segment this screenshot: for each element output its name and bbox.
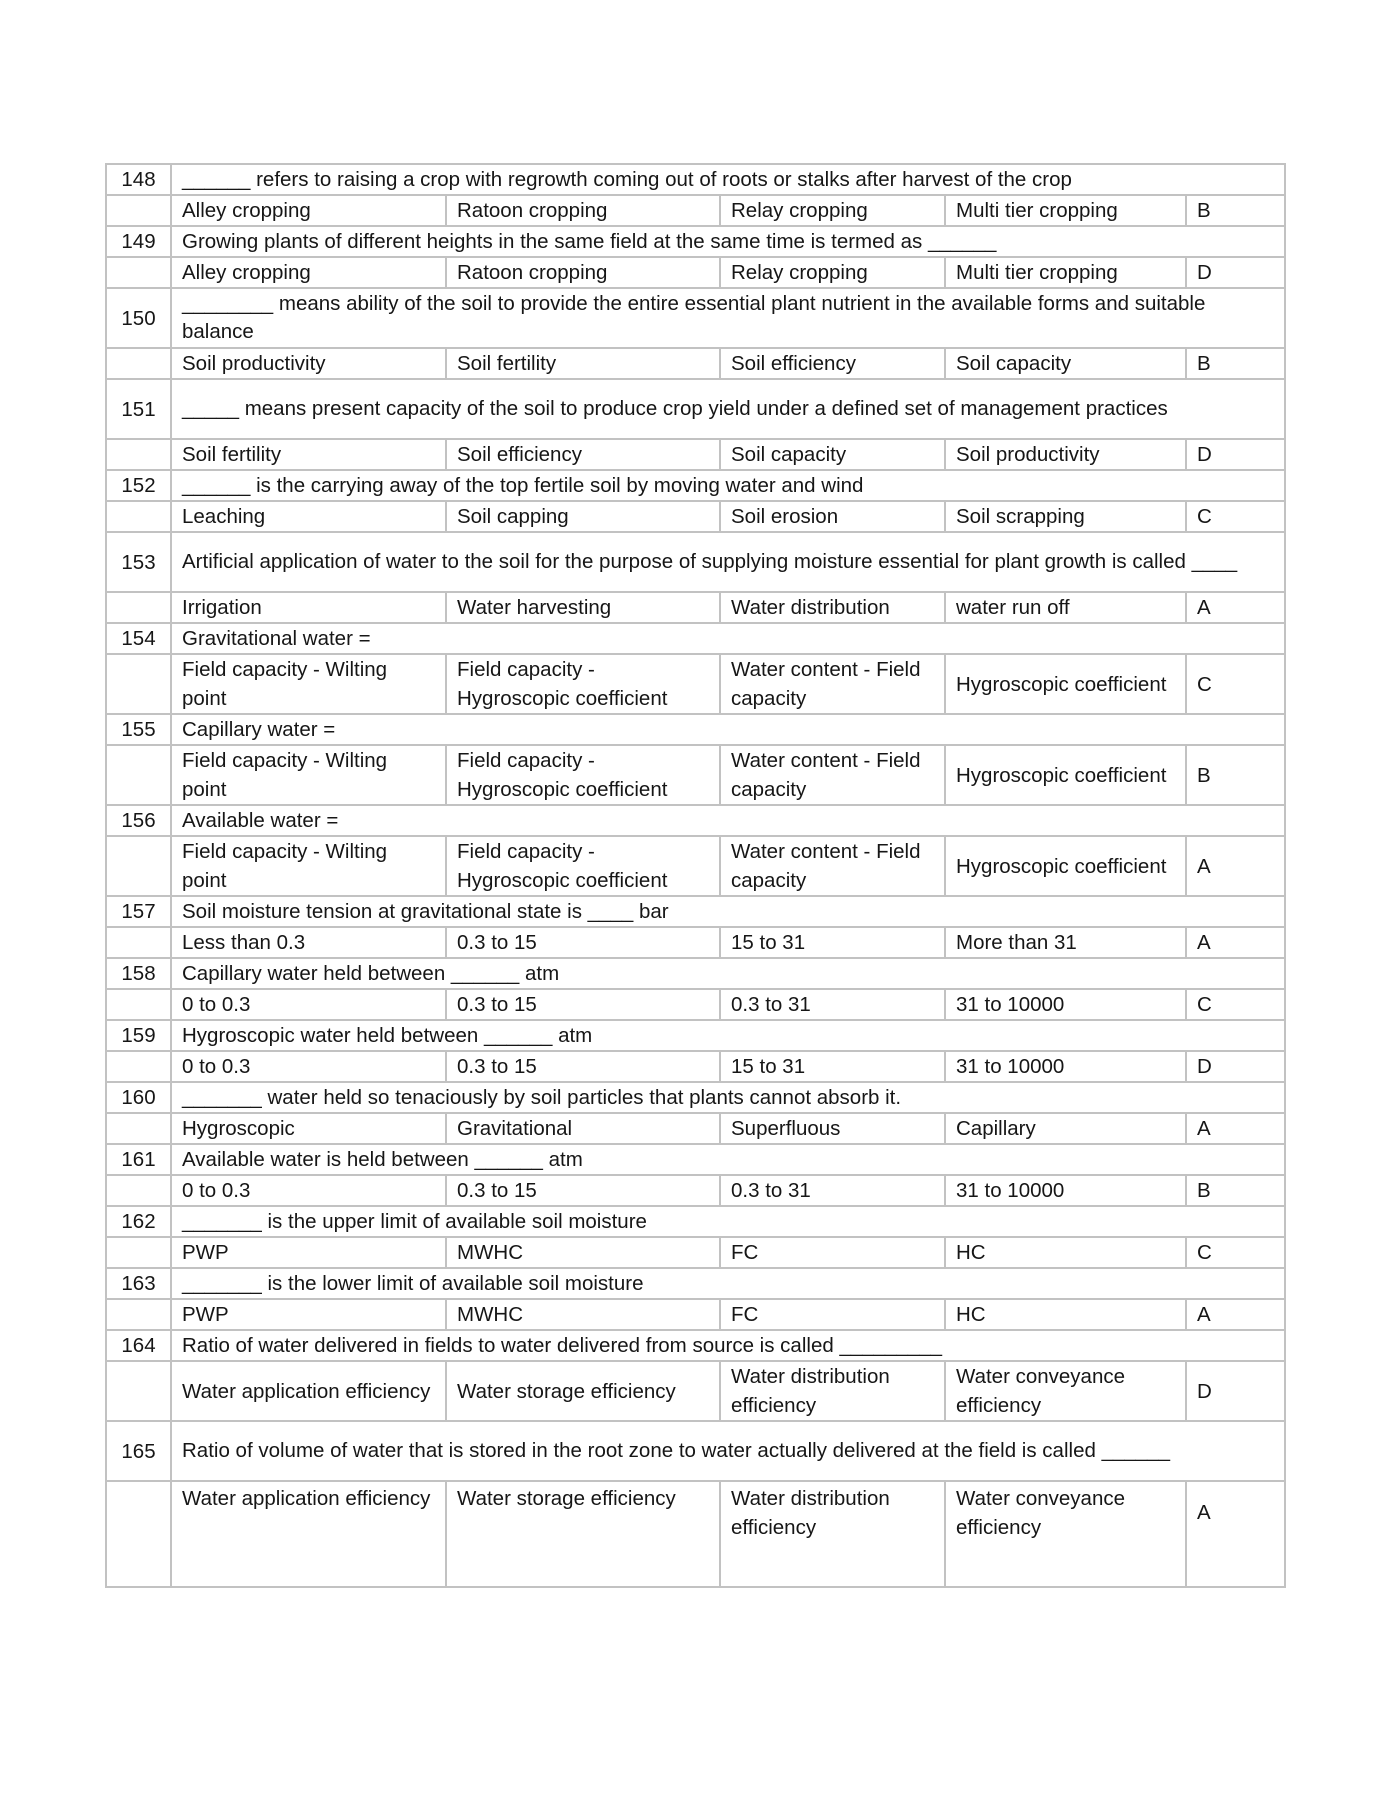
options-row [106,1481,1285,1587]
question-text: _______ is the upper limit of available soil moisture [171,1206,1285,1237]
option-a: Field capacity - Wilting point [171,836,446,896]
options-row [106,654,1285,714]
question-row [106,1206,1285,1237]
answer-key: B [1186,1175,1285,1206]
option-c: Water distribution efficiency [720,1481,945,1587]
option-d: Hygroscopic coefficient [945,745,1186,805]
option-b: 0.3 to 15 [446,1051,720,1082]
empty-number-cell [106,439,171,470]
answer-key: A [1186,927,1285,958]
option-d: Soil capacity [945,348,1186,379]
answer-key: D [1186,257,1285,288]
empty-number-cell [106,1113,171,1144]
options-row [106,348,1285,379]
question-row [106,164,1285,195]
question-number: 151 [106,379,171,439]
option-a: Water application efficiency [171,1481,446,1587]
option-a: Leaching [171,501,446,532]
question-text: Ratio of volume of water that is stored in the root zone to water actually delivered at the field is called ______ [171,1421,1285,1481]
option-c: 0.3 to 31 [720,1175,945,1206]
option-b: Soil fertility [446,348,720,379]
answer-key: A [1186,836,1285,896]
option-d: water run off [945,592,1186,623]
option-d: More than 31 [945,927,1186,958]
question-row [106,1144,1285,1175]
option-c: Soil capacity [720,439,945,470]
option-a: Field capacity - Wilting point [171,745,446,805]
empty-number-cell [106,1361,171,1421]
answer-key: C [1186,501,1285,532]
option-b: MWHC [446,1299,720,1330]
question-text: Soil moisture tension at gravitational state is ____ bar [171,896,1285,927]
question-row [106,288,1285,348]
question-text: Capillary water held between ______ atm [171,958,1285,989]
question-row [106,1020,1285,1051]
option-c: Soil efficiency [720,348,945,379]
answer-key: A [1186,1481,1285,1587]
question-number: 154 [106,623,171,654]
options-row [106,836,1285,896]
answer-key: A [1186,1299,1285,1330]
question-text: Capillary water = [171,714,1285,745]
question-text: ______ is the carrying away of the top fertile soil by moving water and wind [171,470,1285,501]
question-text: _______ water held so tenaciously by soil particles that plants cannot absorb it. [171,1082,1285,1113]
answer-key: C [1186,1237,1285,1268]
empty-number-cell [106,195,171,226]
options-row [106,1237,1285,1268]
option-c: FC [720,1299,945,1330]
option-c: Water content - Field capacity [720,836,945,896]
option-d: 31 to 10000 [945,1175,1186,1206]
question-text: ______ refers to raising a crop with regrowth coming out of roots or stalks after harvest of the crop [171,164,1285,195]
question-text: Available water is held between ______ atm [171,1144,1285,1175]
question-number: 159 [106,1020,171,1051]
question-row [106,714,1285,745]
answer-key: C [1186,989,1285,1020]
option-c: 15 to 31 [720,927,945,958]
question-text: Growing plants of different heights in the same field at the same time is termed as ______ [171,226,1285,257]
options-row [106,195,1285,226]
empty-number-cell [106,654,171,714]
option-a: Less than 0.3 [171,927,446,958]
options-row [106,1175,1285,1206]
question-number: 162 [106,1206,171,1237]
question-number: 158 [106,958,171,989]
question-number: 163 [106,1268,171,1299]
mcq-table [105,163,1286,1588]
question-number: 155 [106,714,171,745]
answer-key: D [1186,1051,1285,1082]
option-b: Gravitational [446,1113,720,1144]
question-row [106,805,1285,836]
question-text: Available water = [171,805,1285,836]
question-number: 153 [106,532,171,592]
question-row [106,1330,1285,1361]
empty-number-cell [106,592,171,623]
option-d: Soil scrapping [945,501,1186,532]
option-d: HC [945,1237,1186,1268]
empty-number-cell [106,1051,171,1082]
option-d: Multi tier cropping [945,257,1186,288]
option-b: Water storage efficiency [446,1481,720,1587]
option-a: PWP [171,1299,446,1330]
question-text: _______ is the lower limit of available soil moisture [171,1268,1285,1299]
option-b: Ratoon cropping [446,195,720,226]
options-row [106,501,1285,532]
empty-number-cell [106,257,171,288]
question-row [106,623,1285,654]
options-row [106,989,1285,1020]
options-row [106,745,1285,805]
option-b: Ratoon cropping [446,257,720,288]
answer-key: D [1186,1361,1285,1421]
empty-number-cell [106,348,171,379]
question-row [106,896,1285,927]
question-row [106,532,1285,592]
option-c: Water content - Field capacity [720,745,945,805]
question-number: 149 [106,226,171,257]
option-b: 0.3 to 15 [446,927,720,958]
question-number: 165 [106,1421,171,1481]
option-a: 0 to 0.3 [171,989,446,1020]
option-c: Water content - Field capacity [720,654,945,714]
options-row [106,439,1285,470]
answer-key: B [1186,195,1285,226]
option-c: 15 to 31 [720,1051,945,1082]
option-a: Soil fertility [171,439,446,470]
option-a: PWP [171,1237,446,1268]
answer-key: C [1186,654,1285,714]
empty-number-cell [106,1481,171,1587]
answer-key: A [1186,592,1285,623]
option-b: Soil efficiency [446,439,720,470]
question-number: 161 [106,1144,171,1175]
option-d: Multi tier cropping [945,195,1186,226]
options-row [106,592,1285,623]
question-row [106,379,1285,439]
options-row [106,257,1285,288]
option-d: Water conveyance efficiency [945,1481,1186,1587]
option-a: Field capacity - Wilting point [171,654,446,714]
option-a: Irrigation [171,592,446,623]
option-b: Soil capping [446,501,720,532]
empty-number-cell [106,836,171,896]
option-a: Soil productivity [171,348,446,379]
question-row [106,470,1285,501]
option-c: FC [720,1237,945,1268]
option-c: Relay cropping [720,257,945,288]
option-d: 31 to 10000 [945,1051,1186,1082]
question-row [106,1082,1285,1113]
mcq-table-body [106,164,1285,1587]
option-a: Hygroscopic [171,1113,446,1144]
options-row [106,1361,1285,1421]
option-b: 0.3 to 15 [446,989,720,1020]
question-text: Hygroscopic water held between ______ atm [171,1020,1285,1051]
question-number: 160 [106,1082,171,1113]
option-c: Soil erosion [720,501,945,532]
question-row [106,958,1285,989]
option-b: 0.3 to 15 [446,1175,720,1206]
question-number: 164 [106,1330,171,1361]
option-a: 0 to 0.3 [171,1051,446,1082]
options-row [106,1113,1285,1144]
answer-key: D [1186,439,1285,470]
question-text: _____ means present capacity of the soil to produce crop yield under a defined set of management practices [171,379,1285,439]
option-a: 0 to 0.3 [171,1175,446,1206]
question-number: 148 [106,164,171,195]
question-number: 156 [106,805,171,836]
option-d: HC [945,1299,1186,1330]
empty-number-cell [106,927,171,958]
answer-key: B [1186,745,1285,805]
option-b: Field capacity - Hygroscopic coefficient [446,654,720,714]
question-row [106,1268,1285,1299]
empty-number-cell [106,1299,171,1330]
option-c: Relay cropping [720,195,945,226]
option-b: Water storage efficiency [446,1361,720,1421]
option-d: 31 to 10000 [945,989,1186,1020]
question-number: 157 [106,896,171,927]
question-text: ________ means ability of the soil to provide the entire essential plant nutrient in the available forms and suitable balance [171,288,1285,348]
option-b: MWHC [446,1237,720,1268]
option-d: Capillary [945,1113,1186,1144]
question-number: 152 [106,470,171,501]
question-row [106,226,1285,257]
options-row [106,1051,1285,1082]
option-d: Soil productivity [945,439,1186,470]
option-a: Alley cropping [171,257,446,288]
question-text: Artificial application of water to the soil for the purpose of supplying moisture essential for plant growth is called ____ [171,532,1285,592]
empty-number-cell [106,989,171,1020]
empty-number-cell [106,1237,171,1268]
option-d: Hygroscopic coefficient [945,836,1186,896]
option-a: Water application efficiency [171,1361,446,1421]
question-text: Gravitational water = [171,623,1285,654]
option-d: Hygroscopic coefficient [945,654,1186,714]
empty-number-cell [106,745,171,805]
question-row [106,1421,1285,1481]
option-c: Water distribution efficiency [720,1361,945,1421]
option-c: Water distribution [720,592,945,623]
option-c: 0.3 to 31 [720,989,945,1020]
question-text: Ratio of water delivered in fields to water delivered from source is called _________ [171,1330,1285,1361]
empty-number-cell [106,501,171,532]
options-row [106,1299,1285,1330]
option-b: Field capacity - Hygroscopic coefficient [446,836,720,896]
option-a: Alley cropping [171,195,446,226]
empty-number-cell [106,1175,171,1206]
option-c: Superfluous [720,1113,945,1144]
option-b: Field capacity - Hygroscopic coefficient [446,745,720,805]
answer-key: A [1186,1113,1285,1144]
option-b: Water harvesting [446,592,720,623]
question-number: 150 [106,288,171,348]
option-d: Water conveyance efficiency [945,1361,1186,1421]
options-row [106,927,1285,958]
answer-key: B [1186,348,1285,379]
